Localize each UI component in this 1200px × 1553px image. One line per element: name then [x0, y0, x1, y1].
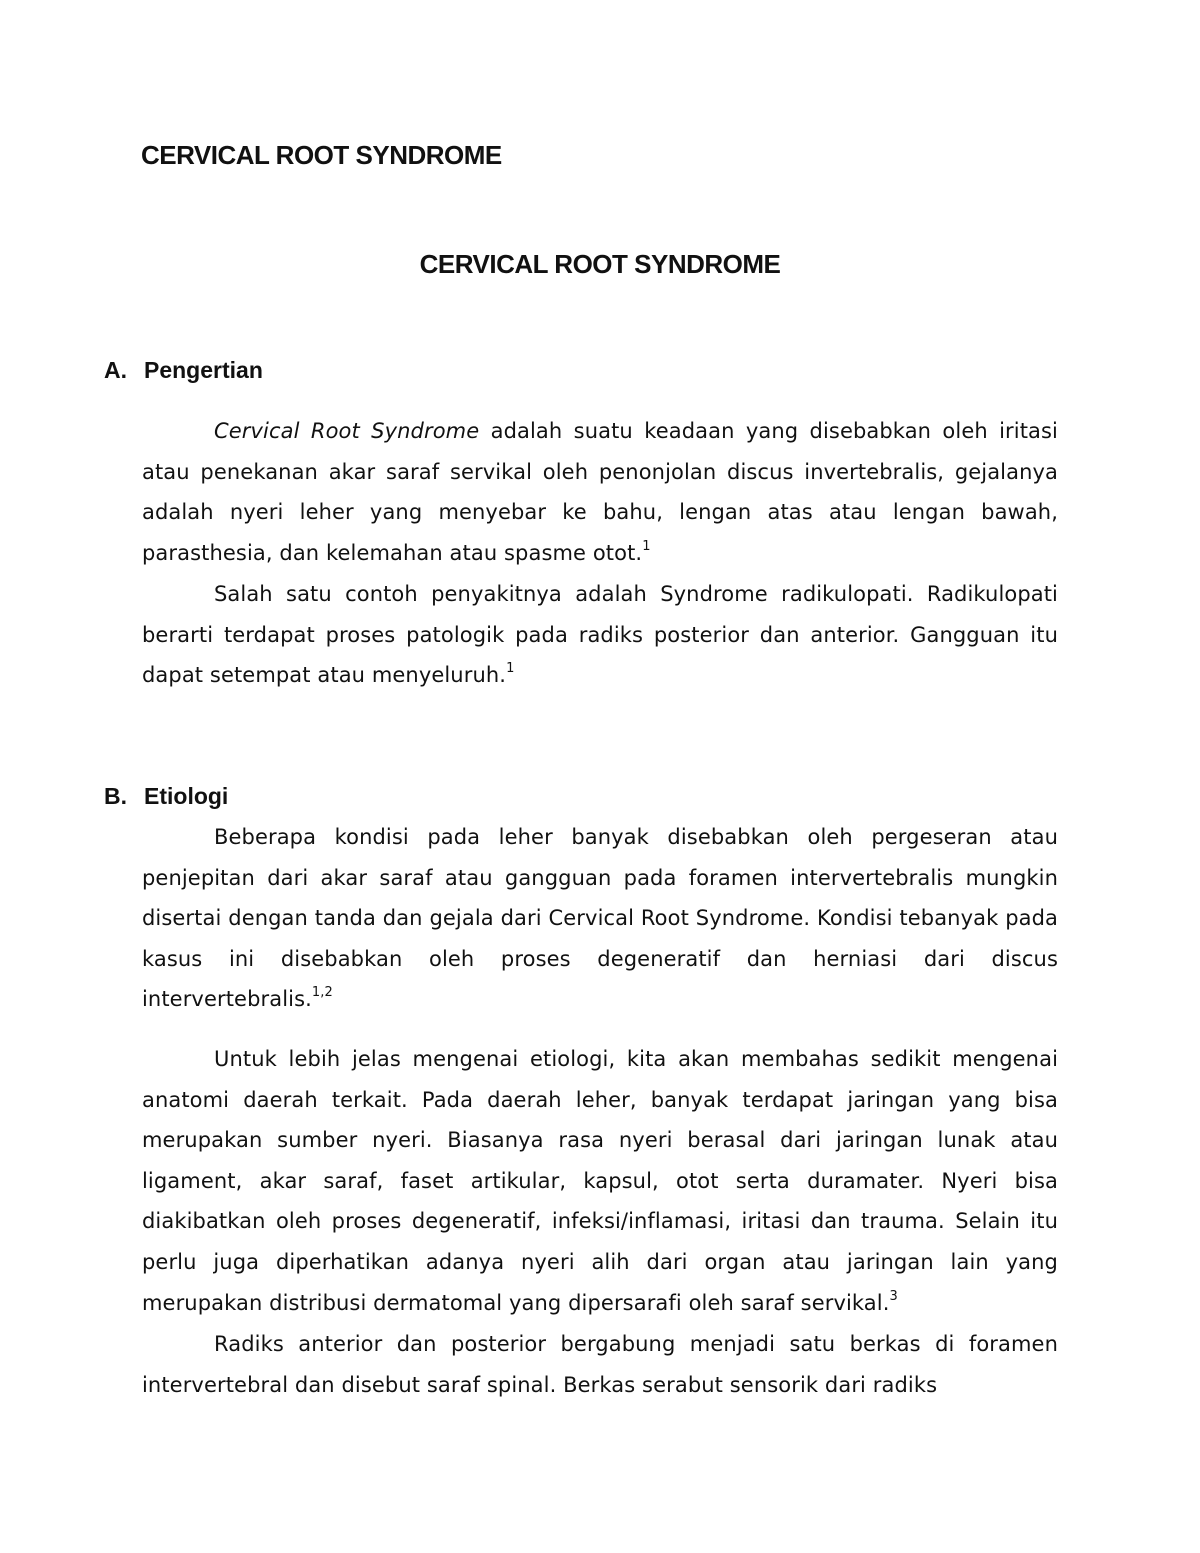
section-title: Pengertian [144, 357, 263, 383]
paragraph-text: Untuk lebih jelas mengenai etiologi, kita akan membahas sedikit mengenai anatomi daerah terkait. Pada daerah leher, banyak terdapat jaringan yang bisa merupakan sumber nyeri. Biasanya rasa nyeri berasal dari jaringan lunak atau ligament, akar saraf, faset artikular, kapsul, otot serta duramater. Nyeri bisa diakibatkan oleh proses degeneratif, infeksi/inflamasi, iritasi dan trauma. Selain itu perlu juga diperhatikan adanya nyeri alih dari organ atau jaringan lain yang merupakan distribusi dermatomal yang dipersarafi oleh saraf servikal. [142, 1047, 1058, 1315]
paragraph-text: adalah suatu keadaan yang disebabkan oleh iritasi atau penekanan akar saraf servikal oleh penonjolan discus invertebralis, gejalanya adalah nyeri leher yang menyebar ke bahu, lengan atas atau lengan bawah, parasthesia, dan kelemahan atau spasme otot. [142, 419, 1058, 565]
section-heading-pengertian [104, 357, 263, 384]
section-heading-etiologi [104, 783, 228, 810]
section-letter: B. [104, 783, 127, 809]
citation: 1 [642, 538, 651, 554]
paragraph [142, 574, 1058, 696]
section-title: Etiologi [144, 783, 229, 809]
citation: 1,2 [311, 985, 333, 1001]
paragraph [142, 1324, 1058, 1405]
page-heading: CERVICAL ROOT SYNDROME [419, 249, 781, 279]
paragraph [142, 1039, 1058, 1323]
paragraph-text: Radiks anterior dan posterior bergabung menjadi satu berkas di foramen intervertebral dan disebut saraf spinal. Berkas serabut sensorik dari radiks [142, 1332, 1058, 1397]
paragraph-text: Beberapa kondisi pada leher banyak disebabkan oleh pergeseran atau penjepitan dari akar saraf atau gangguan pada foramen intervertebralis mungkin disertai dengan tanda dan gejala dari Cervical Root Syndrome. Kondisi tebanyak pada kasus ini disebabkan oleh proses degeneratif dan herniasi dari discus intervertebralis. [142, 825, 1058, 1012]
citation: 3 [889, 1288, 898, 1304]
paragraph [142, 411, 1058, 573]
citation: 1 [506, 661, 515, 677]
italic-term: Cervical Root Syndrome [214, 419, 480, 443]
section-letter: A. [104, 357, 127, 383]
paragraph [142, 817, 1058, 1020]
paragraph-text: Salah satu contoh penyakitnya adalah Syndrome radikulopati. Radikulopati berarti terdapat proses patologik pada radiks posterior dan anterior. Gangguan itu dapat setempat atau menyeluruh. [142, 582, 1058, 688]
document-title: CERVICAL ROOT SYNDROME [141, 140, 502, 170]
